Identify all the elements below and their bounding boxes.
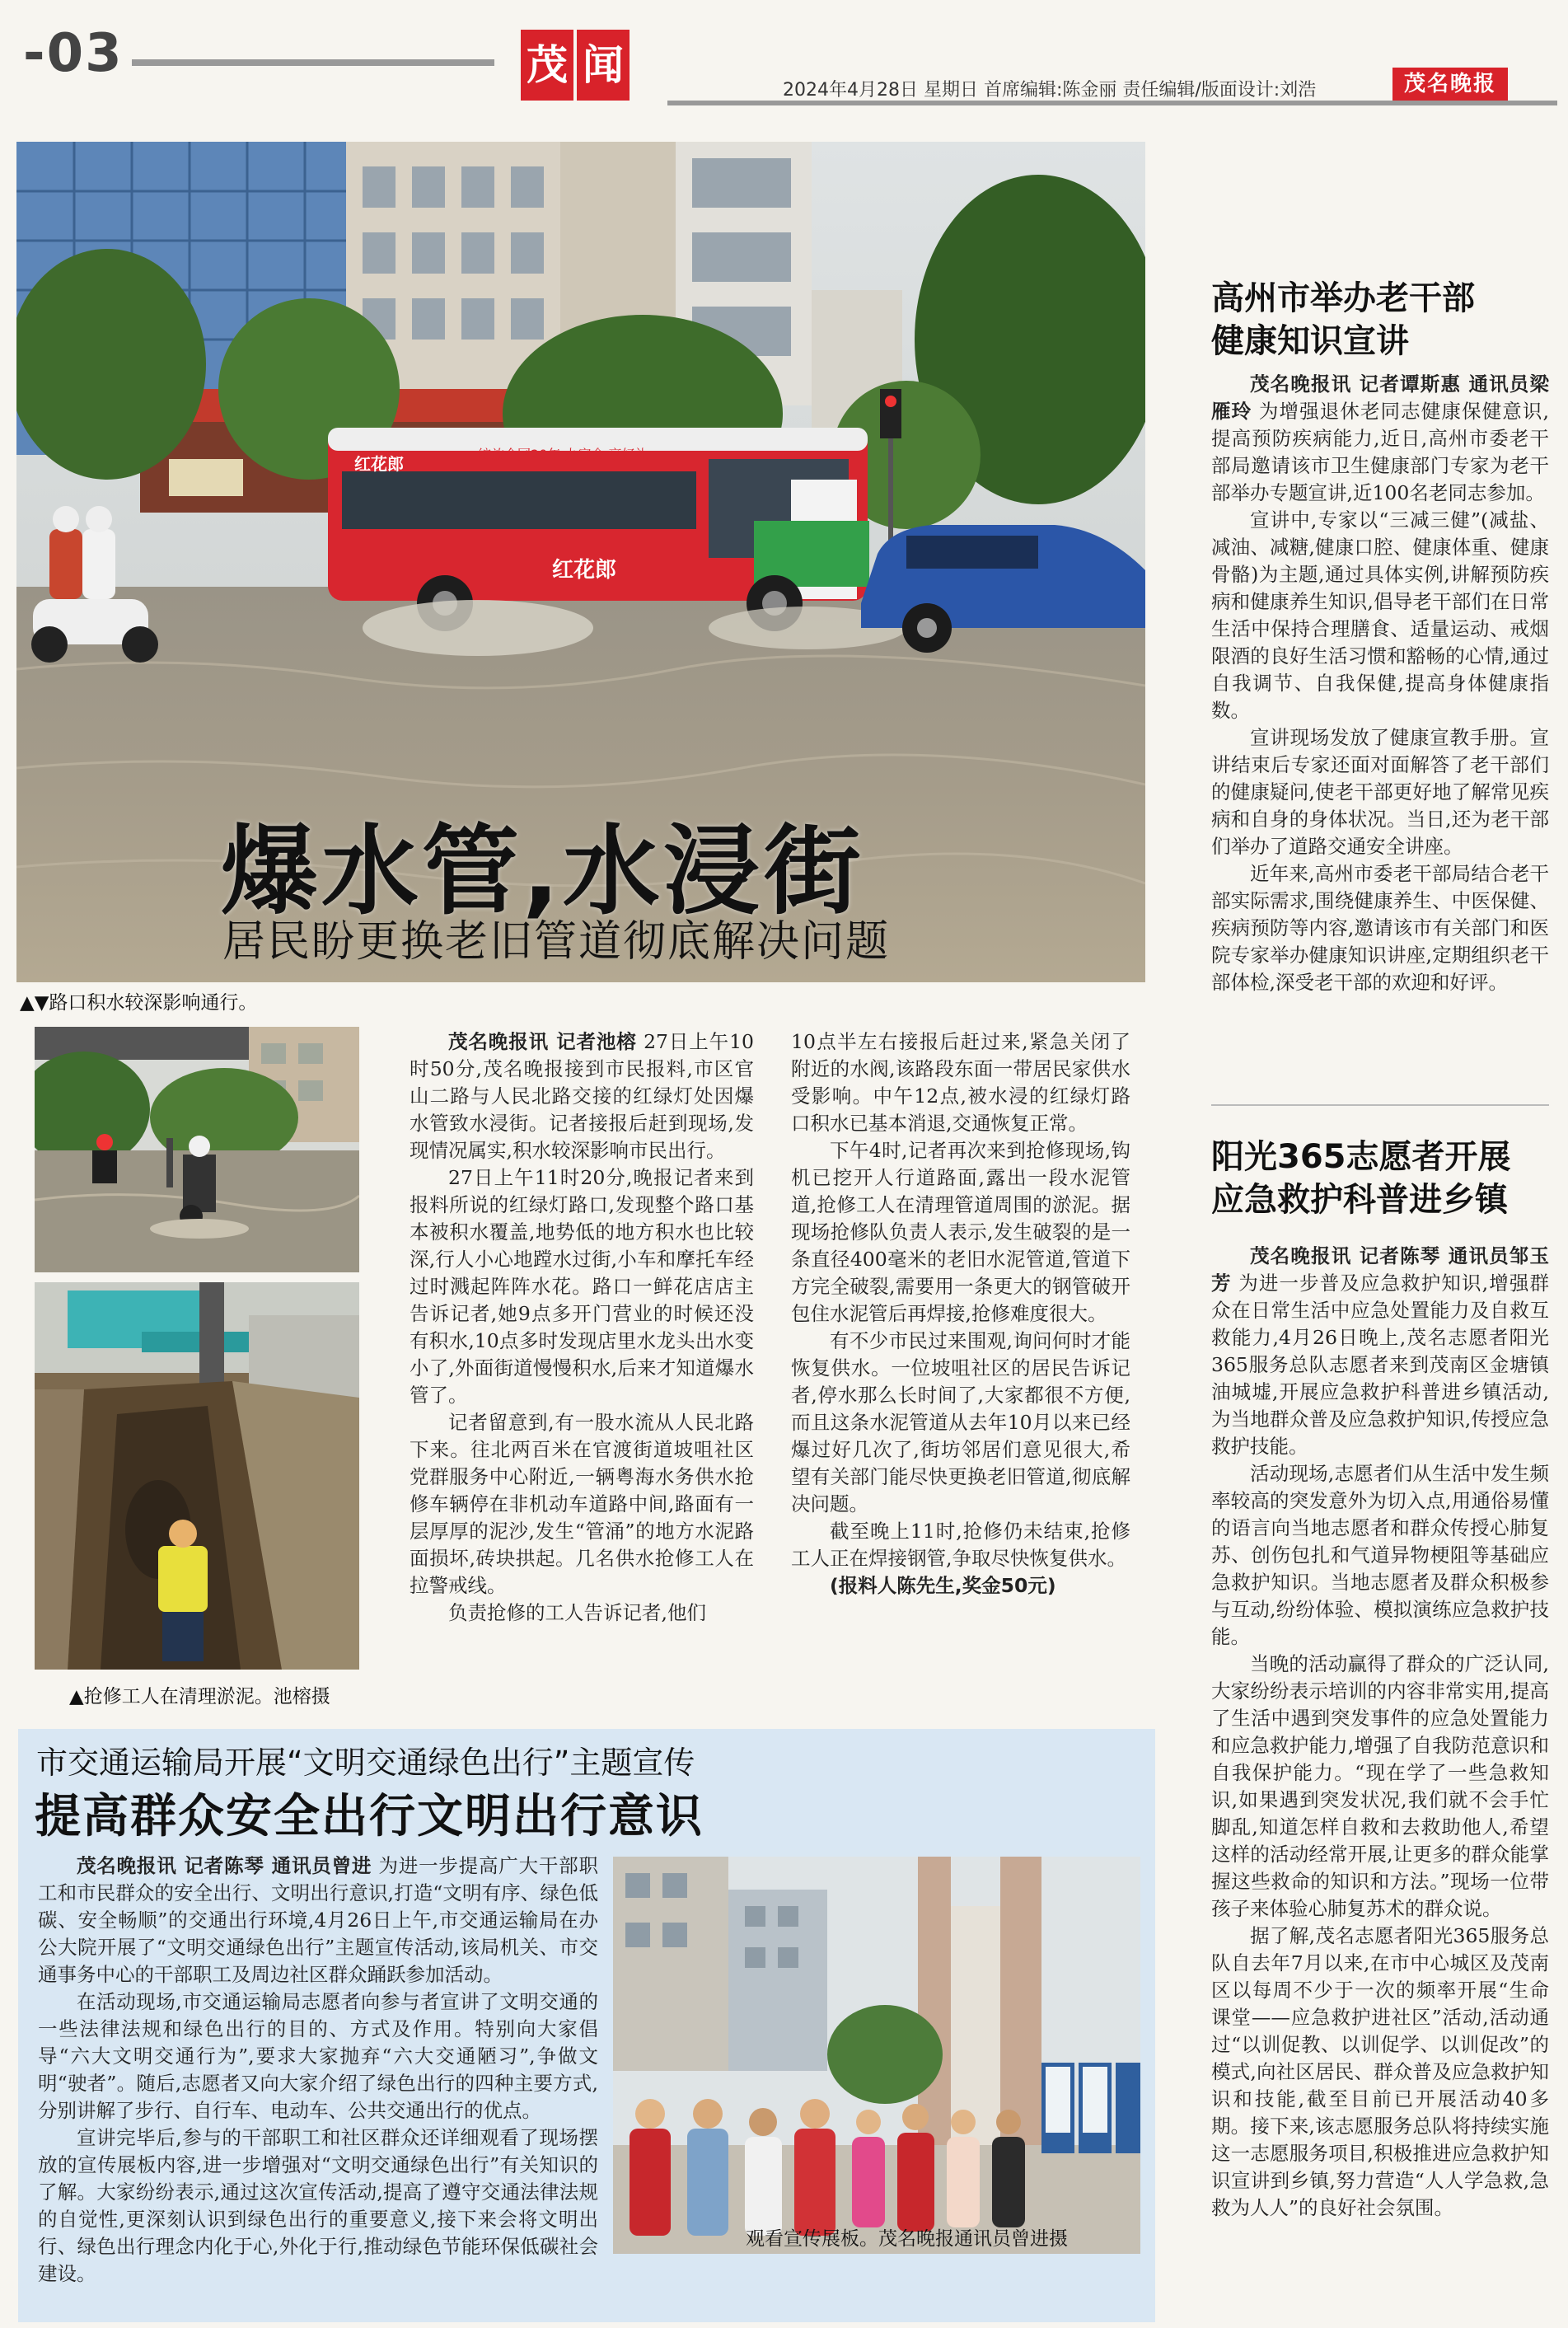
- paragraph: 10点半左右接报后赶过来,紧急关闭了附近的水阀,该路段东面一带居民家供水受影响。中午12点,被水浸的红绿灯路口积水已基本消退,交通恢复正常。: [791, 1030, 1130, 1135]
- paragraph: 为增强退休老同志健康保健意识,提高预防疾病能力,近日,高州市委老干部局邀请该市卫生健康部门专家为老干部举办专题宣讲,近100名老同志参加。: [1211, 400, 1549, 504]
- paragraph: 宣讲完毕后,参与的干部职工和社区群众还详细观看了现场摆放的宣传展板内容,进一步增强对“文明交通绿色出行”有关知识的了解。大家纷纷表示,通过这次宣传活动,提高了遵守交通法律法规的自觉性,更深刻认识到绿色出行的重要意义,接下来会将文明出行、绿色出行理念内化于心,外化于行,推动绿色节能环保低碳社会建设。: [38, 2126, 598, 2285]
- paragraph: 在活动现场,市交通运输局志愿者向参与者宣讲了文明交通的一些法律法规和绿色出行的目的、方式及作用。特别向大家倡导“六大文明交通行为”,要求大家抛弃“六大交通陋习”,争做文明“驶者”。随后,志愿者又向大家介绍了绿色出行的四种主要方式,分别讲解了步行、自行车、电动车、公共交通出行的优点。: [38, 1990, 598, 2122]
- lead-headline: 爆水管,水浸街: [221, 814, 864, 928]
- paragraph: 27日上午11时20分,晚报记者来到报料所说的红绿灯路口,发现整个路口基本被积水覆盖,地势低的地方积水也比较深,行人小心地蹚水过街,小车和摩托车经过时溅起阵阵水花。路口一鲜花店店主告诉记者,她9点多开门营业的时候还没有积水,10点多时发现店里水龙头出水变小了,外面街道慢慢积水,后来才知道爆水管了。: [410, 1166, 754, 1407]
- motorcycle-photo: [35, 1027, 359, 1272]
- story-kicker: 市交通运输局开展“文明交通绿色出行”主题宣传: [36, 1745, 695, 1781]
- lead-body-col1: [410, 1028, 754, 1627]
- section-char: 茂: [521, 30, 573, 101]
- newspaper-logo: 茂名晚报: [1392, 68, 1508, 101]
- lead-body-col2: [791, 1028, 1130, 1600]
- story1-body: [1211, 371, 1549, 996]
- title-line: 应急救护科普进乡镇: [1211, 1181, 1508, 1219]
- paragraph: 近年来,高州市委老干部局结合老干部实际需求,围绕健康养生、中医保健、疾病预防等内容,邀请该市有关部门和医院专家举办健康知识讲座,定期组织老干部体检,深受老干部的欢迎和好评。: [1211, 862, 1549, 994]
- paragraph: 当晚的活动赢得了群众的广泛认同,大家纷纷表示培训的内容非常实用,提高了生活中遇到突发事件的应急处置能力和应急救护能力,增强了自我防范意识和自我保护能力。“现在学了一些急救知识,如果遇到突发状况,我们就不会手忙脚乱,知道怎样自救和去救助他人,希望这样的活动经常开展,让更多的群众能掌握这些救命的知识和方法。”现场一位带孩子来体验心肺复苏术的群众说。: [1211, 1652, 1549, 1920]
- story-title: 提高群众安全出行文明出行意识: [35, 1790, 704, 1843]
- issue-meta: 2024年4月28日 星期日 首席编辑:陈金丽 责任编辑/版面设计:刘浩: [783, 80, 1317, 101]
- title-line: 阳光365志愿者开展: [1211, 1138, 1511, 1176]
- exhibition-photo: [613, 1857, 1140, 2254]
- byline: 茂名晚报讯 记者池榕: [448, 1030, 637, 1053]
- photo2-caption: ▲抢修工人在清理淤泥。池榕摄: [69, 1686, 330, 1707]
- byline: 茂名晚报讯 记者陈琴 通讯员邹玉芳: [1211, 1244, 1549, 1295]
- paragraph: 截至晚上11时,抢修仍未结束,抢修工人正在焊接钢管,争取尽快恢复供水。: [791, 1520, 1130, 1570]
- paragraph: 记者留意到,有一股水流从人民北路下来。往北两百米在官渡街道坡咀社区党群服务中心附近,一辆粤海水务供水抢修车辆停在非机动车道路中间,路面有一层厚厚的泥沙,发生“管涌”的地方水泥路面损坏,砖块拱起。几名供水抢修工人在拉警戒线。: [410, 1411, 754, 1597]
- hero-caption: ▲▼路口积水较深影响通行。: [20, 992, 258, 1014]
- paragraph: 为进一步普及应急救护知识,增强群众在日常生活中应急处置能力及自救互救能力,4月26日晚上,茂名志愿者阳光365服务总队志愿者来到茂南区金塘镇油城墟,开展应急救护科普进乡镇活动,为当地群众普及应急救护知识,传授应急救护技能。: [1211, 1272, 1549, 1458]
- lead-subheadline: 居民盼更换老旧管道彻底解决问题: [222, 917, 891, 967]
- paragraph: 27日上午10时50分,茂名晚报接到市民报料,市区官山二路与人民北路交接的红绿灯处因爆水管致水浸街。记者接报后赶到现场,发现情况属实,积水较深影响市民出行。: [410, 1030, 754, 1162]
- header-rule: [667, 101, 1557, 105]
- paragraph: 宣讲现场发放了健康宣教手册。宣讲结束后专家还面对面解答了老干部们的健康疑问,使老干部更好地了解常见疾病和自身的身体状况。当日,还为老干部们举办了道路交通安全讲座。: [1211, 726, 1549, 858]
- byline: 茂名晚报讯 记者谭斯惠 通讯员梁雁玲: [1211, 372, 1549, 423]
- bus-ad-text: 红花郎: [552, 558, 617, 583]
- bus-ad-text: 红花郎: [354, 454, 404, 474]
- paragraph: 负责抢修的工人告诉记者,他们: [448, 1601, 706, 1624]
- paragraph: 据了解,茂名志愿者阳光365服务总队自去年7月以来,在市中心城区及茂南区以每周不少于一次的频率开展“生命课堂——应急救护进社区”活动,活动通过“以训促教、以训促学、以训促改”的模式,向社区居民、群众普及应急救护知识和技能,截至目前已开展活动40多期。接下来,该志愿服务总队将持续实施这一志愿服务项目,积极推进应急救护知识宣讲到乡镇,努力营造“人人学急救,急救为人人”的良好社会氛围。: [1211, 1924, 1549, 2219]
- title-line: 高州市举办老干部: [1211, 279, 1475, 317]
- divider: [1211, 1104, 1549, 1106]
- story2-title: [1211, 1136, 1511, 1221]
- section-label: [521, 30, 630, 101]
- hero-photo: [16, 142, 1145, 982]
- paragraph: 宣讲中,专家以“三减三健”(减盐、减油、减糖,健康口腔、健康体重、健康骨骼)为主题,通过具体实例,讲解预防疾病和健康养生知识,倡导老干部们在日常生活中保持合理膳食、适量运动、戒烟限酒的良好生活习惯和豁畅的心情,通过自我调节、自我保健,提高身体健康指数。: [1211, 508, 1549, 722]
- paragraph: 活动现场,志愿者们从生活中发生频率较高的突发意外为切入点,用通俗易懂的语言向当地志愿者和群众传授心肺复苏、创伤包扎和气道异物梗阻等基础应急救护知识。当地志愿者及群众积极参与互动,纷纷体验、模拟演练应急救护技能。: [1211, 1462, 1549, 1648]
- page-number: -03: [23, 23, 124, 84]
- paragraph: 为进一步提高广大干部职工和市民群众的安全出行、文明出行意识,打造“文明有序、绿色低碳、安全畅顺”的交通出行环境,4月26日上午,市交通运输局在办公大院开展了“文明交通绿色出行”主题宣传活动,该局机关、市交通事务中心的干部职工及周边社区群众踊跃参加活动。: [38, 1854, 598, 1986]
- paragraph: 有不少市民过来围观,询问何时才能恢复供水。一位坡咀社区的居民告诉记者,停水那么长时间了,大家都很不方便,而且这条水泥管道从去年10月以来已经爆过好几次了,街坊邻居们意见很大,希望有关部门能尽快更换老旧管道,彻底解决问题。: [791, 1329, 1130, 1515]
- tipster-note: (报料人陈先生,奖金50元): [830, 1574, 1056, 1597]
- box-photo-caption: 观看宣传展板。茂名晚报通讯员曾进摄: [746, 2228, 1068, 2250]
- story2-body: [1211, 1243, 1549, 2222]
- excavation-photo: [35, 1282, 359, 1670]
- paragraph: 下午4时,记者再次来到抢修现场,钩机已挖开人行道路面,露出一段水泥管道,抢修工人在清理管道周围的淤泥。据现场抢修队负责人表示,发生破裂的是一条直径400毫米的老旧水泥管道,管道下方完全破裂,需要用一条更大的钢管破开包住水泥管后再焊接,抢修难度很大。: [791, 1139, 1130, 1325]
- title-line: 健康知识宣讲: [1211, 322, 1409, 360]
- section-char: 闻: [577, 30, 630, 101]
- bus-ad-text: 绽放全国20年 办宴会 享好礼: [478, 447, 648, 462]
- story-body: [38, 1853, 598, 2288]
- story1-title: [1211, 277, 1475, 363]
- byline: 茂名晚报讯 记者陈琴 通讯员曾进: [77, 1854, 372, 1877]
- header-rule: [132, 59, 494, 66]
